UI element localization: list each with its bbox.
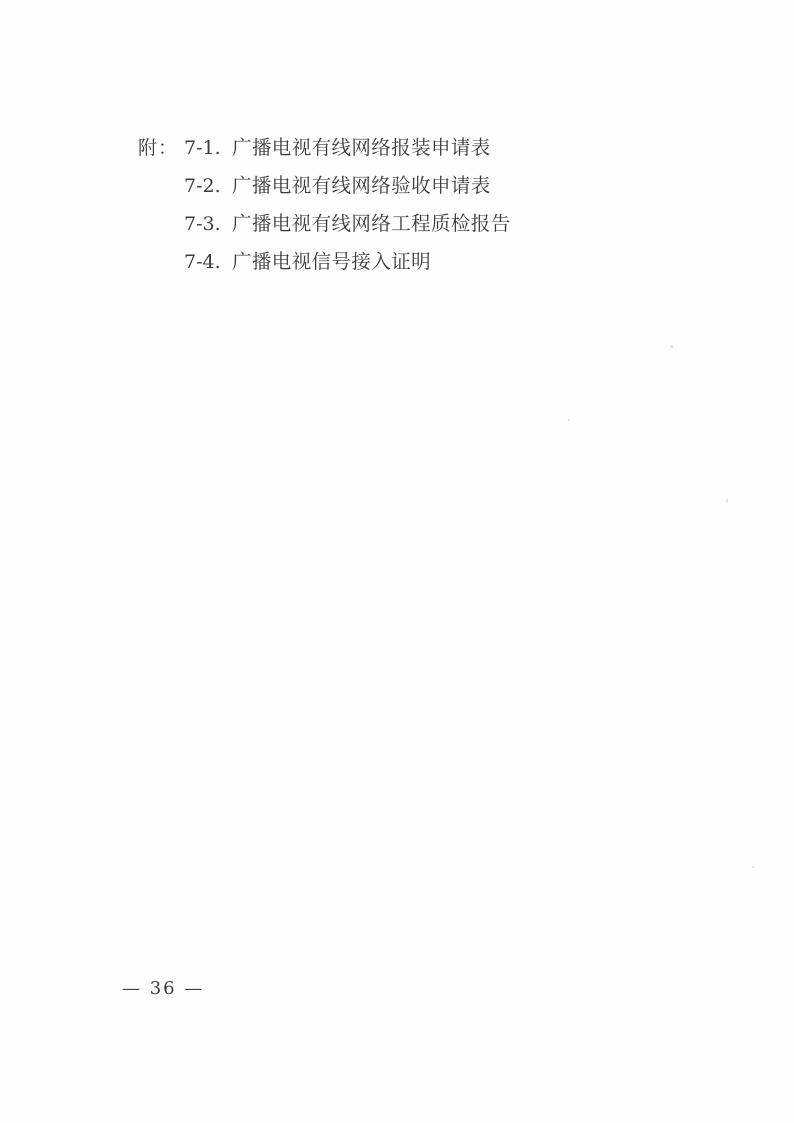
list-item	[138, 208, 698, 246]
scan-speck	[752, 866, 754, 868]
attachment-list	[138, 132, 698, 284]
attachments-label: 附：	[138, 137, 179, 159]
attachment-index: 7-1.	[184, 137, 221, 159]
scan-speck	[568, 419, 570, 421]
attachment-index: 7-3.	[184, 213, 221, 235]
page-number: — 36 —	[122, 978, 205, 999]
attachment-title: 广播电视有线网络工程质检报告	[232, 212, 511, 235]
attachment-title: 广播电视有线网络报装申请表	[232, 136, 491, 159]
list-item	[138, 170, 698, 208]
attachment-title: 广播电视信号接入证明	[232, 250, 432, 273]
attachment-index: 7-4.	[184, 251, 221, 273]
attachment-title: 广播电视有线网络验收申请表	[232, 174, 491, 197]
scan-speck	[670, 345, 673, 348]
scan-speck	[726, 498, 728, 503]
list-item	[138, 246, 698, 284]
attachment-index: 7-2.	[184, 175, 221, 197]
list-item	[138, 132, 698, 170]
